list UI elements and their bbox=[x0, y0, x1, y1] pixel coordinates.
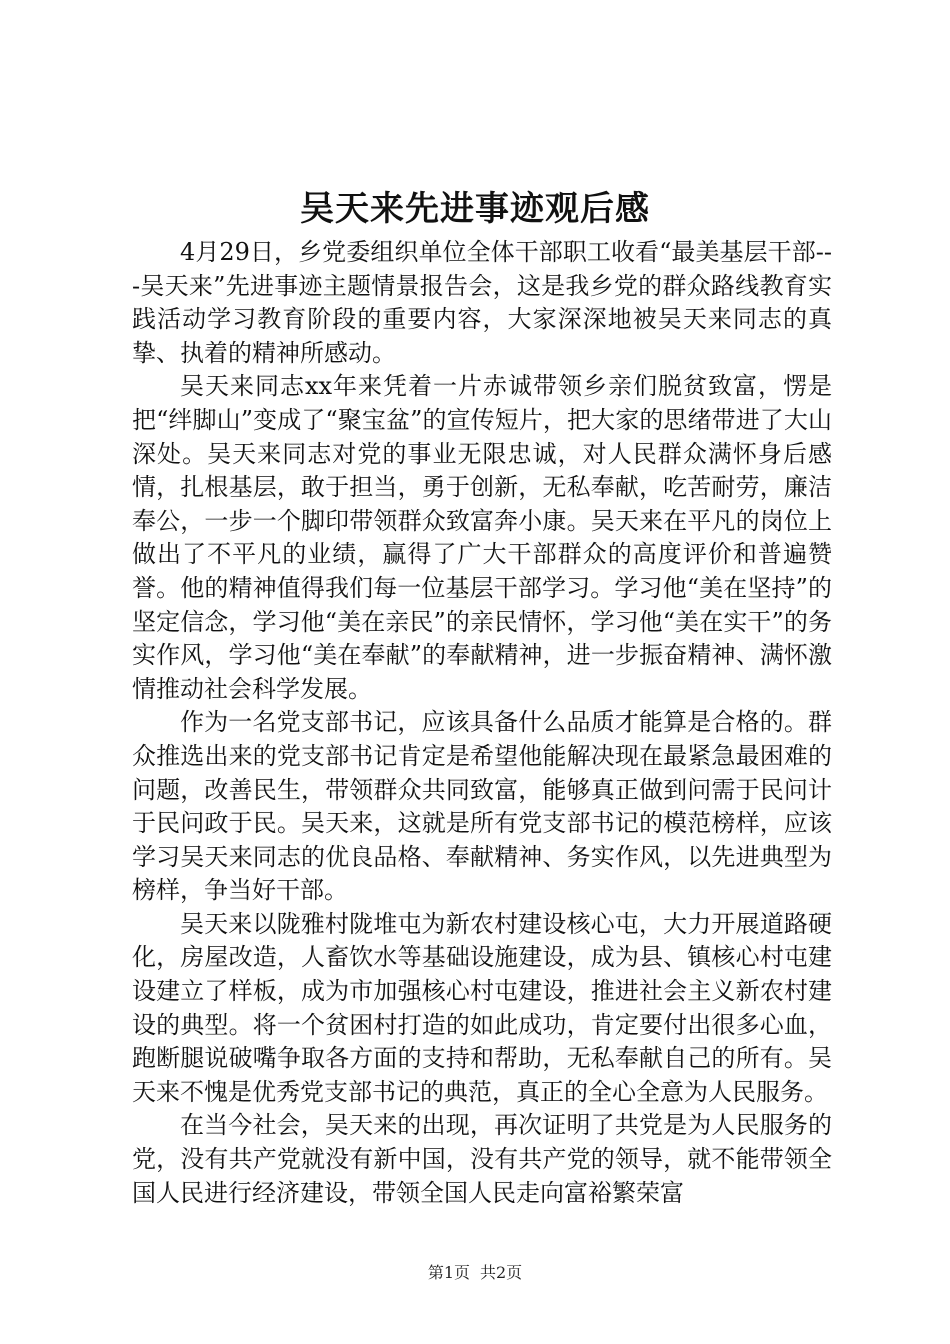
page-footer bbox=[0, 1262, 950, 1284]
paragraph: 作为一名党支部书记，应该具备什么品质才能算是合格的。群众推选出来的党支部书记肯定是希望他能解决现在最紧急最困难的问题，改善民生，带领群众共同致富，能够真正做到问需于民问计于民问政于民。吴天来，这就是所有党支部书记的模范榜样，应该学习吴天来同志的优良品格、奉献精神、务实作风，以先进典型为榜样，争当好干部。 bbox=[132, 708, 832, 905]
paragraph: 4月29日，乡党委组织单位全体干部职工收看“最美基层干部---吴天来”先进事迹主题情景报告会，这是我乡党的群众路线教育实践活动学习教育阶段的重要内容，大家深深地被吴天来同志的真挚、执着的精神所感动。 bbox=[132, 238, 832, 367]
page-number: 第1页 bbox=[427, 1263, 470, 1282]
document-body bbox=[132, 236, 832, 1210]
paragraph: 吴天来以陇雅村陇堆屯为新农村建设核心屯，大力开展道路硬化，房屋改造，人畜饮水等基础设施建设，成为县、镇核心村屯建设建立了样板，成为市加强核心村屯建设，推进社会主义新农村建设的典型。将一个贫困村打造的如此成功，肯定要付出很多心血，跑断腿说破嘴争取各方面的支持和帮助，无私奉献自己的所有。吴天来不愧是优秀党支部书记的典范，真正的全心全意为人民服务。 bbox=[132, 909, 832, 1106]
page-total: 共2页 bbox=[480, 1263, 523, 1282]
document-title: 吴天来先进事迹观后感 bbox=[300, 189, 650, 229]
paragraph: 在当今社会，吴天来的出现，再次证明了共党是为人民服务的党，没有共产党就没有新中国，没有共产党的领导，就不能带领全国人民进行经济建设，带领全国人民走向富裕繁荣富 bbox=[132, 1111, 832, 1207]
paragraph: 吴天来同志xx年来凭着一片赤诚带领乡亲们脱贫致富，愣是把“绊脚山”变成了“聚宝盆”的宣传短片，把大家的思绪带进了大山深处。吴天来同志对党的事业无限忠诚，对人民群众满怀身后感情，扎根基层，敢于担当，勇于创新，无私奉献，吃苦耐劳，廉洁奉公，一步一个脚印带领群众致富奔小康。吴天来在平凡的岗位上做出了不平凡的业绩，赢得了广大干部群众的高度评价和普遍赞誉。他的精神值得我们每一位基层干部学习。学习他“美在坚持”的坚定信念，学习他“美在亲民”的亲民情怀，学习他“美在实干”的务实作风，学习他“美在奉献”的奉献精神，进一步振奋精神、满怀激情推动社会科学发展。 bbox=[132, 372, 832, 703]
